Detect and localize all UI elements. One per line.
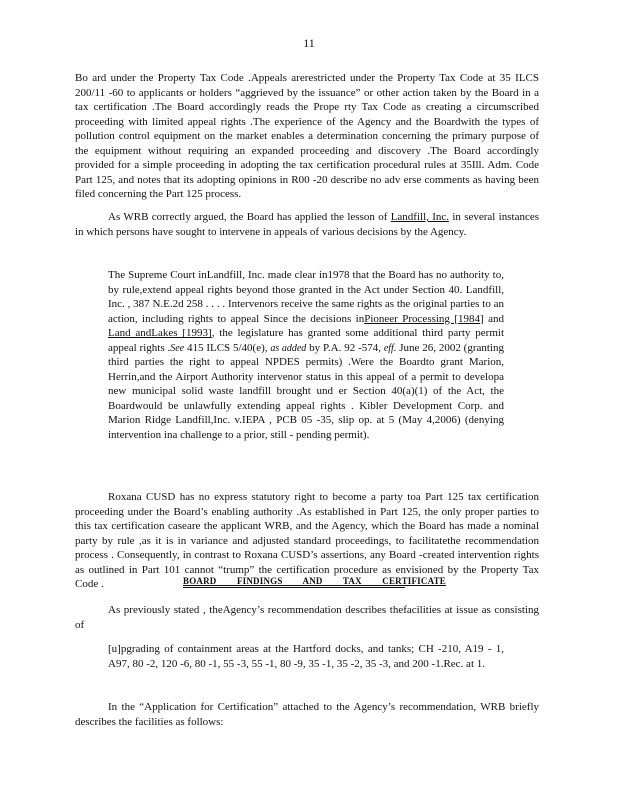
quote-text: and [483, 312, 504, 325]
quote-text: by P.A. 92 -574, [306, 341, 384, 354]
heading-underline [183, 587, 405, 588]
quote-text: The Supreme Court inLandfill, Inc. made clear in1978 that the Board has no authority to, by rule,extend appeal rights beyond those granted in the Act under Section 40. Landfill, Inc. , 387 N.E.2d 258 . . . . Intervenors receive the same rights as the original parties to an action, including rights to appeal Since the decisions in [108, 269, 504, 325]
signal-see: See [170, 342, 185, 354]
block-quote-upgrading: [u]pgrading of containment areas at the Hartford docks, and tanks; CH -210, A19 - 1, A97, 80 -2, 120 -6, 80 -1, 55 -3, 55 -1, 80 -9, 35 -1, 35 -2, 35 -3, and 200 -1.Rec. at 1. [108, 643, 504, 670]
block-quote-supreme-court [108, 268, 504, 442]
page-number: 11 [303, 36, 315, 50]
paragraph-roxana-cusd: Roxana CUSD has no express statutory right to become a party toa Part 125 tax certification proceeding under the Board’s enabling authority .As established in Part 125, the only proper parties to this tax certification caseare the applicant WRB, and the Agency, which the Board has made a nominal party by rule ,as it is in variance and adjusted standard proceedings, to facilitatethe recommendation process . Consequently, in contrast to Roxana CUSD’s assertions, any Board -created intervention rights as outlined in Part 101 cannot “trump” the certification procedure as envisioned by the Property Tax Code . [75, 491, 539, 591]
paragraph-property-tax-code: Bo ard under the Property Tax Code .Appeals arerestricted under the Property Tax Code at 35 ILCS 200/11 -60 to applicants or holders “aggrieved by the issuance” or other action taken by the Board in a tax certification .The Board accordingly reads the Prope rty Tax Code as creating a circumscribed proceeding with limited appeal rights .The experience of the Agency and the Boardwith the types of pollution control equipment on the market enables a determination concerning the primary purpose of the equipment without requiring an expanded proceeding and discovery .The Board accordingly provided for a simple proceeding in adopting the tax certification procedural rules at 35Ill. Adm. Code Part 125, and notes that its adopting opinions in R00 -20 describe no adv erse comments as having been filed concerning the Part 125 process. [75, 72, 539, 201]
paragraph-text: As WRB correctly argued, the Board has applied the lesson of [108, 211, 391, 223]
quote-text: 415 ILCS 5/40(e), [184, 341, 271, 354]
paragraph-text: in several instances in which persons have sought to intervene in appeals of various decisions by the Agency. [75, 211, 539, 238]
phrase-as-added: as added [270, 342, 307, 354]
quote-text: June 26, 2002 (granting third parties the right to appeal NPDES permits) .Were the Boardto grant Marion, Herrin,and the Airport Authority intervenor status in this appeal of a permit to developa new municipal solid waste landfill brought und er Section 40(a)(1) of the Act, the Boardwould be unlawfully extending appeal rights . Kibler Development Corp. and Marion Ridge Landfill,Inc. v.IEPA , PCB 05 -35, slip op. at 5 (May 4,2006) (denying intervention ina challenge to a prior, still - pending permit). [108, 341, 504, 441]
paragraph-wrb-argument [75, 210, 539, 239]
paragraph-application-for-certification: In the “Application for Certification” attached to the Agency’s recommendation, WRB briefly describes the facilities as follows: [75, 701, 539, 728]
case-citation-landfill: Landfill, Inc. [390, 211, 449, 223]
section-heading: BOARD FINDINGS AND TAX CERTIFICATE [183, 576, 447, 586]
case-citation-pioneer: Pioneer Processing [1984] [364, 312, 484, 325]
abbrev-eff: eff. [383, 342, 397, 354]
case-citation-land-and-lakes: Land andLakes [1993] [108, 327, 212, 340]
quote-text: , the legislature has granted some additional third party permit appeal rights . [108, 327, 505, 354]
paragraph-agency-recommendation: As previously stated , theAgency’s recommendation describes thefacilities at issue as consisting of [75, 604, 539, 631]
